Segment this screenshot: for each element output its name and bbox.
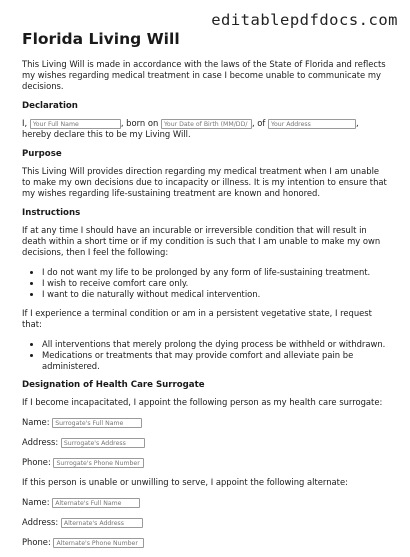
alternate-address-label: Address: <box>22 517 59 527</box>
document-title: Florida Living Will <box>22 30 180 48</box>
of-text: , of <box>251 118 266 128</box>
address-field[interactable]: Your Address <box>268 119 356 129</box>
surrogate-phone-row <box>22 457 390 468</box>
date-of-birth-field[interactable]: Your Date of Birth (MM/DD/ <box>161 119 252 129</box>
alternate-address-field[interactable]: Alternate's Address <box>61 518 143 528</box>
surrogate-phone-field[interactable]: Surrogate's Phone Number <box>53 458 144 468</box>
declaration-trailing-comma: , <box>356 118 359 128</box>
purpose-heading: Purpose <box>22 149 62 159</box>
alternate-name-label: Name: <box>22 497 50 507</box>
document-page <box>22 30 390 557</box>
surrogate-paragraph: If I become incapacitated, I appoint the following person as my health care surrogate: <box>22 397 383 407</box>
instructions-heading: Instructions <box>22 208 81 218</box>
list-item: • Medications or treatments that may provide comfort and alleviate pain be administered. <box>42 350 390 372</box>
surrogate-name-label: Name: <box>22 417 50 427</box>
surrogate-phone-label: Phone: <box>22 457 51 467</box>
declaration-statement: hereby declare this to be my Living Will. <box>22 129 191 139</box>
declaration-heading: Declaration <box>22 101 78 111</box>
alternate-name-field[interactable]: Alternate's Full Name <box>52 498 140 508</box>
alternate-phone-field[interactable]: Alternate's Phone Number <box>53 538 144 548</box>
born-on-text: , born on <box>120 118 159 128</box>
alternate-name-row <box>22 497 390 508</box>
list-item: • I wish to receive comfort care only. <box>42 278 390 289</box>
surrogate-name-field[interactable]: Surrogate's Full Name <box>52 418 142 428</box>
surrogate-address-label: Address: <box>22 437 59 447</box>
alternate-address-row <box>22 517 390 528</box>
wishes-list <box>22 267 390 300</box>
terminal-requests-list <box>22 339 390 372</box>
terminal-condition-paragraph: If I experience a terminal condition or am in a persistent vegetative state, I request that: <box>22 308 372 329</box>
instructions-paragraph: If at any time I should have an incurable or irreversible condition that will result in death within a short time or if my condition is such that I am unable to make my own decisions, then I feel the following: <box>22 225 381 257</box>
list-item: • I do not want my life to be prolonged by any form of life-sustaining treatment. <box>42 267 390 278</box>
alternate-phone-label: Phone: <box>22 537 51 547</box>
list-item: • I want to die naturally without medical intervention. <box>42 289 390 300</box>
list-item: • All interventions that merely prolong the dying process be withheld or withdrawn. <box>42 339 390 350</box>
surrogate-heading: Designation of Health Care Surrogate <box>22 380 205 390</box>
alternate-phone-row <box>22 537 390 548</box>
surrogate-address-row <box>22 437 390 448</box>
intro-paragraph: This Living Will is made in accordance with the laws of the State of Florida and reflects my wishes regarding medical treatment in case I become unable to communicate my decisions. <box>22 59 386 91</box>
site-brand: editablepdfdocs.com <box>211 11 398 29</box>
alternate-paragraph: If this person is unable or unwilling to serve, I appoint the following alternate: <box>22 477 348 487</box>
purpose-paragraph: This Living Will provides direction regarding my medical treatment when I am unable to make my own decisions due to incapacity or illness. It is my intention to ensure that my wishes regarding life-sustaining treatment are known and honored. <box>22 166 387 198</box>
declaration-line <box>22 118 390 140</box>
declaration-prefix: I, <box>22 118 28 128</box>
surrogate-name-row <box>22 417 390 428</box>
surrogate-address-field[interactable]: Surrogate's Address <box>61 438 145 448</box>
full-name-field[interactable]: Your Full Name <box>30 119 121 129</box>
